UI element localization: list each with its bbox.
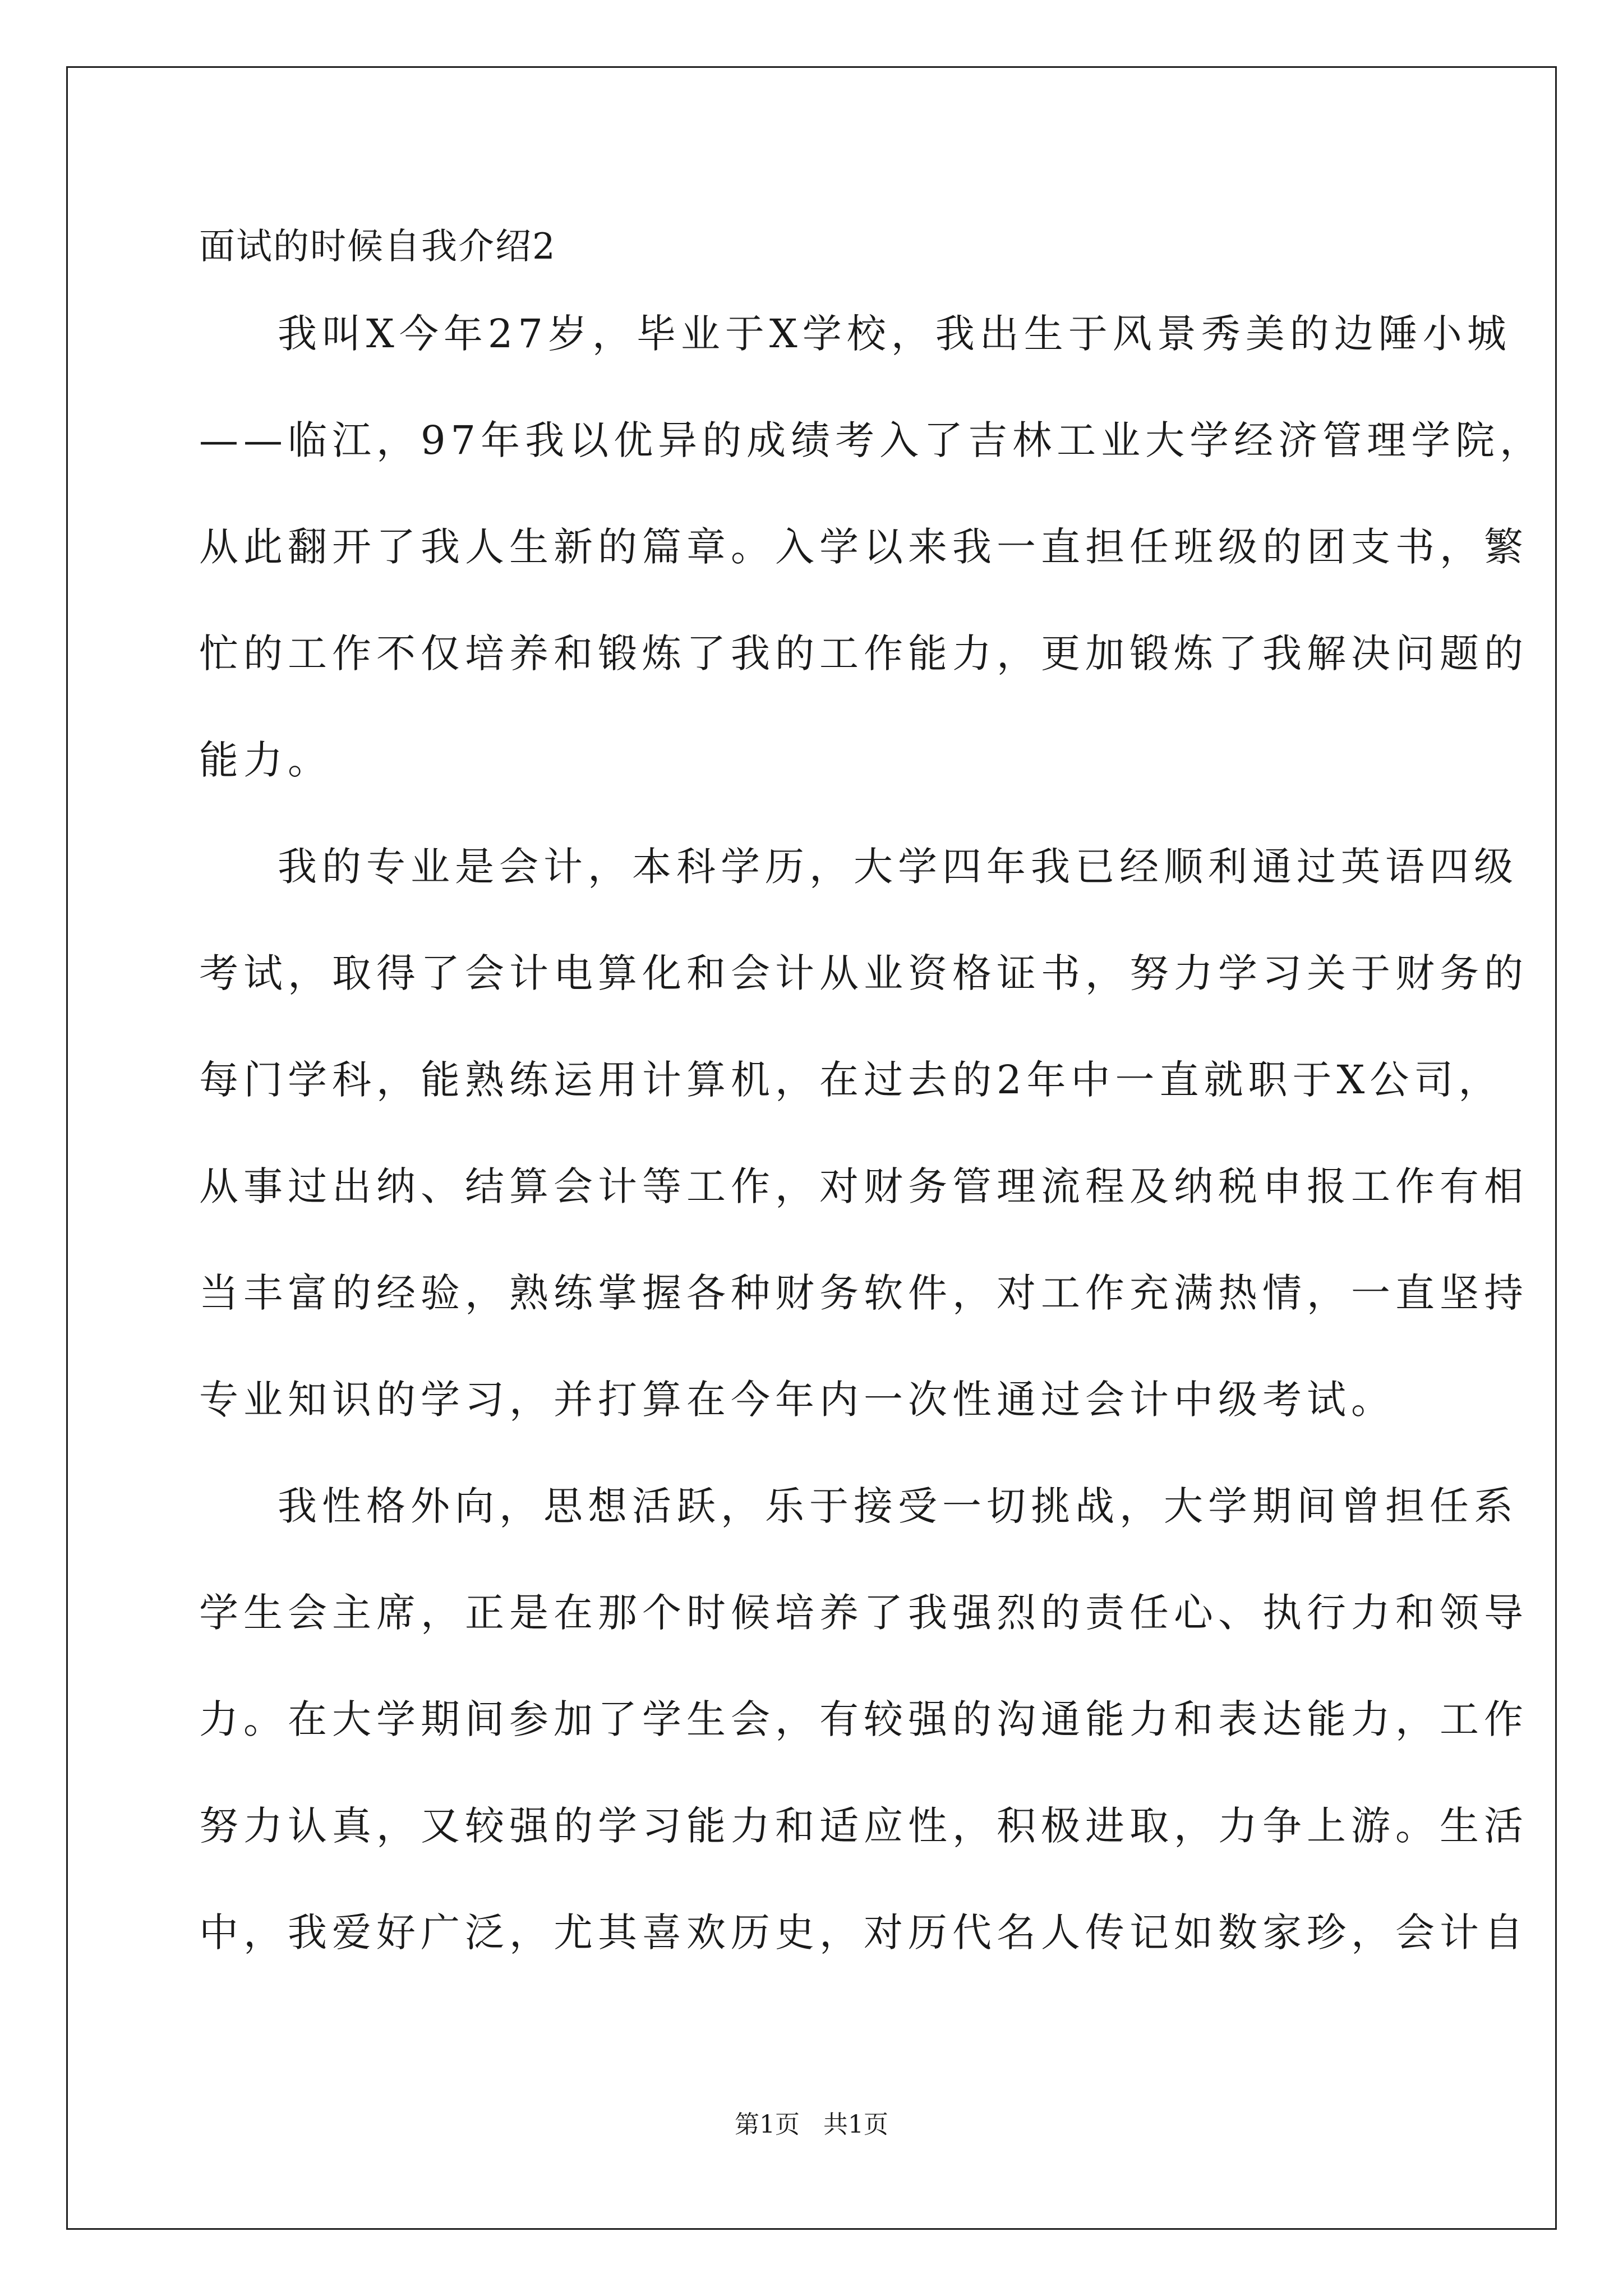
text-line: 我叫X今年27岁，毕业于X学校，我出生于风景秀美的边陲小城 bbox=[278, 311, 1511, 357]
document-title: 面试的时候自我介绍2 bbox=[199, 226, 556, 268]
text-line: 当丰富的经验，熟练掌握各种财务软件，对工作充满热情，一直坚持 bbox=[199, 1270, 1528, 1316]
text-line: 努力认真，又较强的学习能力和适应性，积极进取，力争上游。生活 bbox=[199, 1803, 1528, 1849]
text-line: 能力。 bbox=[199, 737, 332, 783]
text-line: 专业知识的学习，并打算在今年内一次性通过会计中级考试。 bbox=[199, 1377, 1395, 1423]
text-line: 从事过出纳、结算会计等工作，对财务管理流程及纳税申报工作有相 bbox=[199, 1163, 1528, 1209]
page-number-footer: 第1页 共1页 bbox=[735, 2110, 888, 2139]
paragraph-3 bbox=[199, 1453, 1528, 1986]
text-line: 考试，取得了会计电算化和会计从业资格证书，努力学习关于财务的 bbox=[199, 950, 1528, 996]
paragraph-1 bbox=[199, 280, 1544, 813]
text-line: 我性格外向，思想活跃，乐于接受一切挑战，大学期间曾担任系 bbox=[278, 1483, 1518, 1529]
text-line: ——临江，97年我以优异的成绩考入了吉林工业大学经济管理学院， bbox=[199, 417, 1544, 463]
paragraph-2 bbox=[199, 813, 1528, 1453]
text-line: 中，我爱好广泛，尤其喜欢历史，对历代名人传记如数家珍，会计自 bbox=[199, 1910, 1528, 1955]
text-line: 从此翻开了我人生新的篇章。入学以来我一直担任班级的团支书，繁 bbox=[199, 524, 1528, 570]
text-line: 力。在大学期间参加了学生会，有较强的沟通能力和表达能力，工作 bbox=[199, 1696, 1528, 1742]
text-line: 我的专业是会计，本科学历，大学四年我已经顺利通过英语四级 bbox=[278, 844, 1518, 890]
text-line: 学生会主席，正是在那个时候培养了我强烈的责任心、执行力和领导 bbox=[199, 1590, 1528, 1636]
text-line: 每门学科，能熟练运用计算机，在过去的2年中一直就职于X公司， bbox=[199, 1057, 1503, 1103]
text-line: 忙的工作不仅培养和锻炼了我的工作能力，更加锻炼了我解决问题的 bbox=[199, 631, 1528, 677]
document-body bbox=[199, 280, 1544, 1986]
